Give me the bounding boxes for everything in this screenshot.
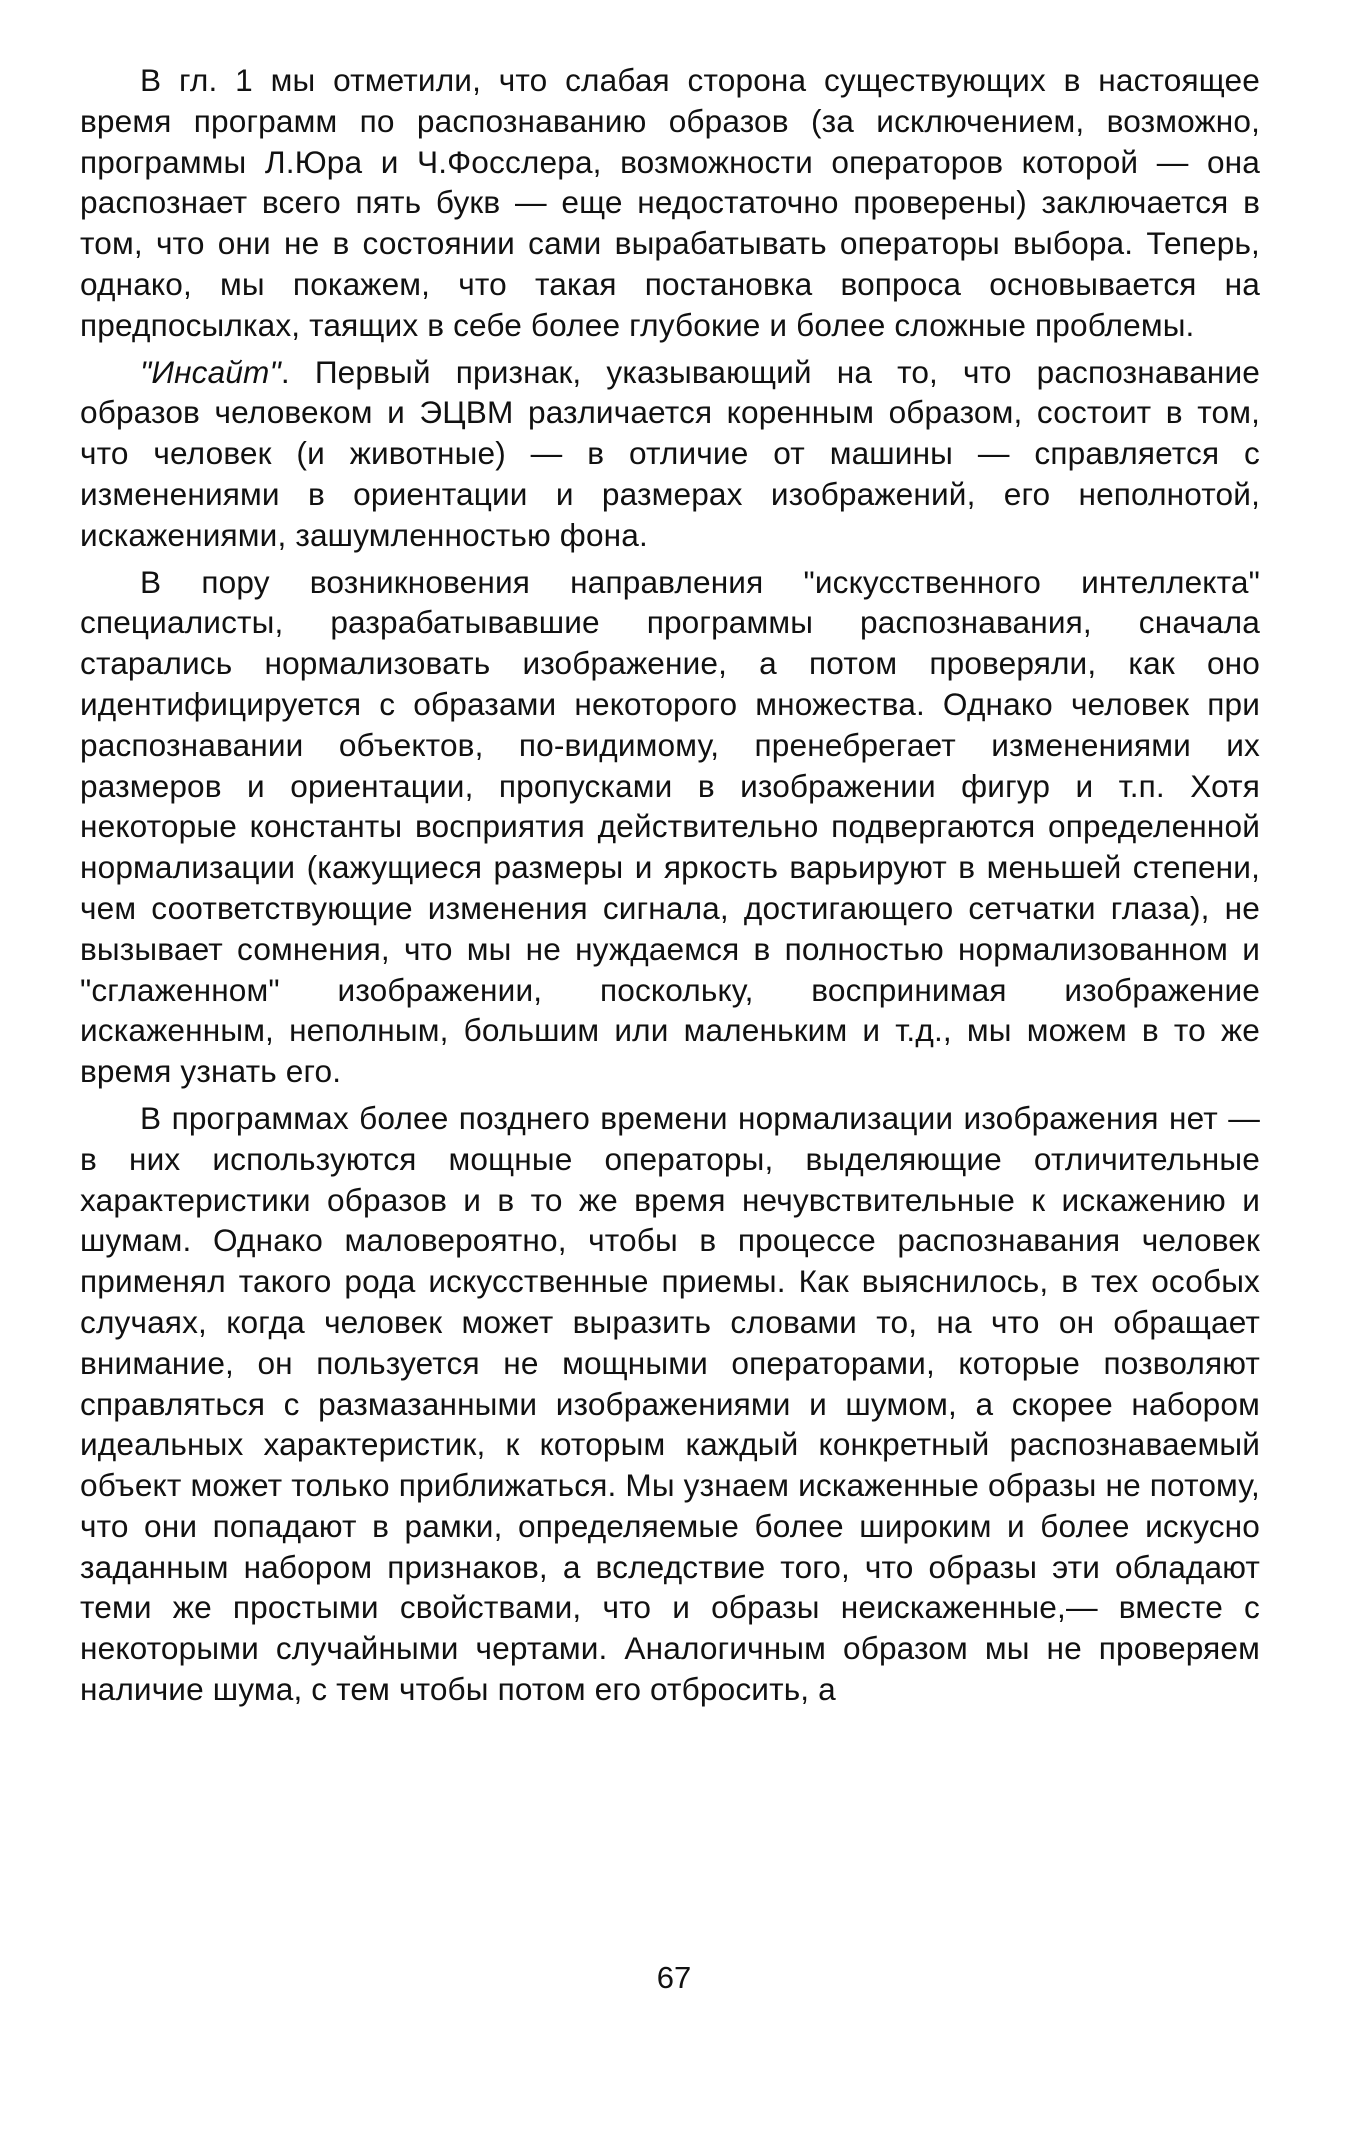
- page-number: 67: [656, 1960, 692, 1995]
- paragraph-2-text: . Первый признак, указывающий на то, что распознавание образов человеком и ЭЦВМ различается коренным образом, состоит в том, что человек (и животные) — в отличие от машины — справляется с изменениями в ориентации и размерах изображений, его неполнотой, искажениями, зашумленностью фона.: [80, 353, 1260, 553]
- page-text-block: [80, 60, 1260, 2140]
- paragraph-2-lead: "Инсайт": [140, 353, 281, 390]
- paragraph-2: [80, 352, 1260, 556]
- paragraph-1: [80, 60, 1260, 346]
- paragraph-3-text: В пору возникновения направления "искусственного интеллекта" специалисты, разрабатывавшие программы распознавания, сначала старались нормализовать изображение, а потом проверяли, как оно идентифицируется с образами некоторого множества. Однако человек при распознавании объектов, по-видимому, пренебрегает изменениями их размеров и ориентации, пропусками в изображении фигур и т.п. Хотя некоторые константы восприятия действительно подвергаются определенной нормализации (кажущиеся размеры и яркость варьируют в меньшей степени, чем соответствующие изменения сигнала, достигающего сетчатки глаза), не вызывает сомнения, что мы не нуждаемся в полностью нормализованном и "сглаженном" изображении, поскольку, воспринимая изображение искаженным, неполным, большим или маленьким и т.д., мы можем в то же время узнать его.: [80, 563, 1260, 1090]
- paragraph-1-text: В гл. 1 мы отметили, что слабая сторона существующих в настоящее время программ по распознаванию образов (за исключением, возможно, программы Л.Юра и Ч.Фосслера, возможности операторов которой — она распознает всего пять букв — еще недостаточно проверены) заключается в том, что они не в состоянии сами вырабатывать операторы выбора. Теперь, однако, мы покажем, что такая постановка вопроса основывается на предпосылках, таящих в себе более глубокие и более сложные проблемы.: [80, 62, 1260, 343]
- paragraph-4-text: В программах более позднего времени нормализации изображения нет — в них используются мощные операторы, выделяющие отличительные характеристики образов и в то же время нечувствительные к искажению и шумам. Однако маловероятно, чтобы в процессе распознавания человек применял такого рода искусственные приемы. Как выяснилось, в тех особых случаях, когда человек может выразить словами то, на что он обращает внимание, он пользуется не мощными операторами, которые позволяют справляться с размазанными изображениями и шумом, а скорее набором идеальных характеристик, к которым каждый конкретный распознаваемый объект может только приближаться. Мы узнаем искаженные образы не потому, что они попадают в рамки, определяемые более широким и более искусно заданным набором признаков, а вследствие того, что образы эти обладают теми же простыми свойствами, что и образы неискаженные,— вместе с некоторыми случайными чертами. Аналогичным образом мы не проверяем наличие шума, с тем чтобы потом его отбросить, а: [80, 1099, 1260, 1708]
- paragraph-4: [80, 1098, 1260, 1710]
- paragraph-3: [80, 562, 1260, 1092]
